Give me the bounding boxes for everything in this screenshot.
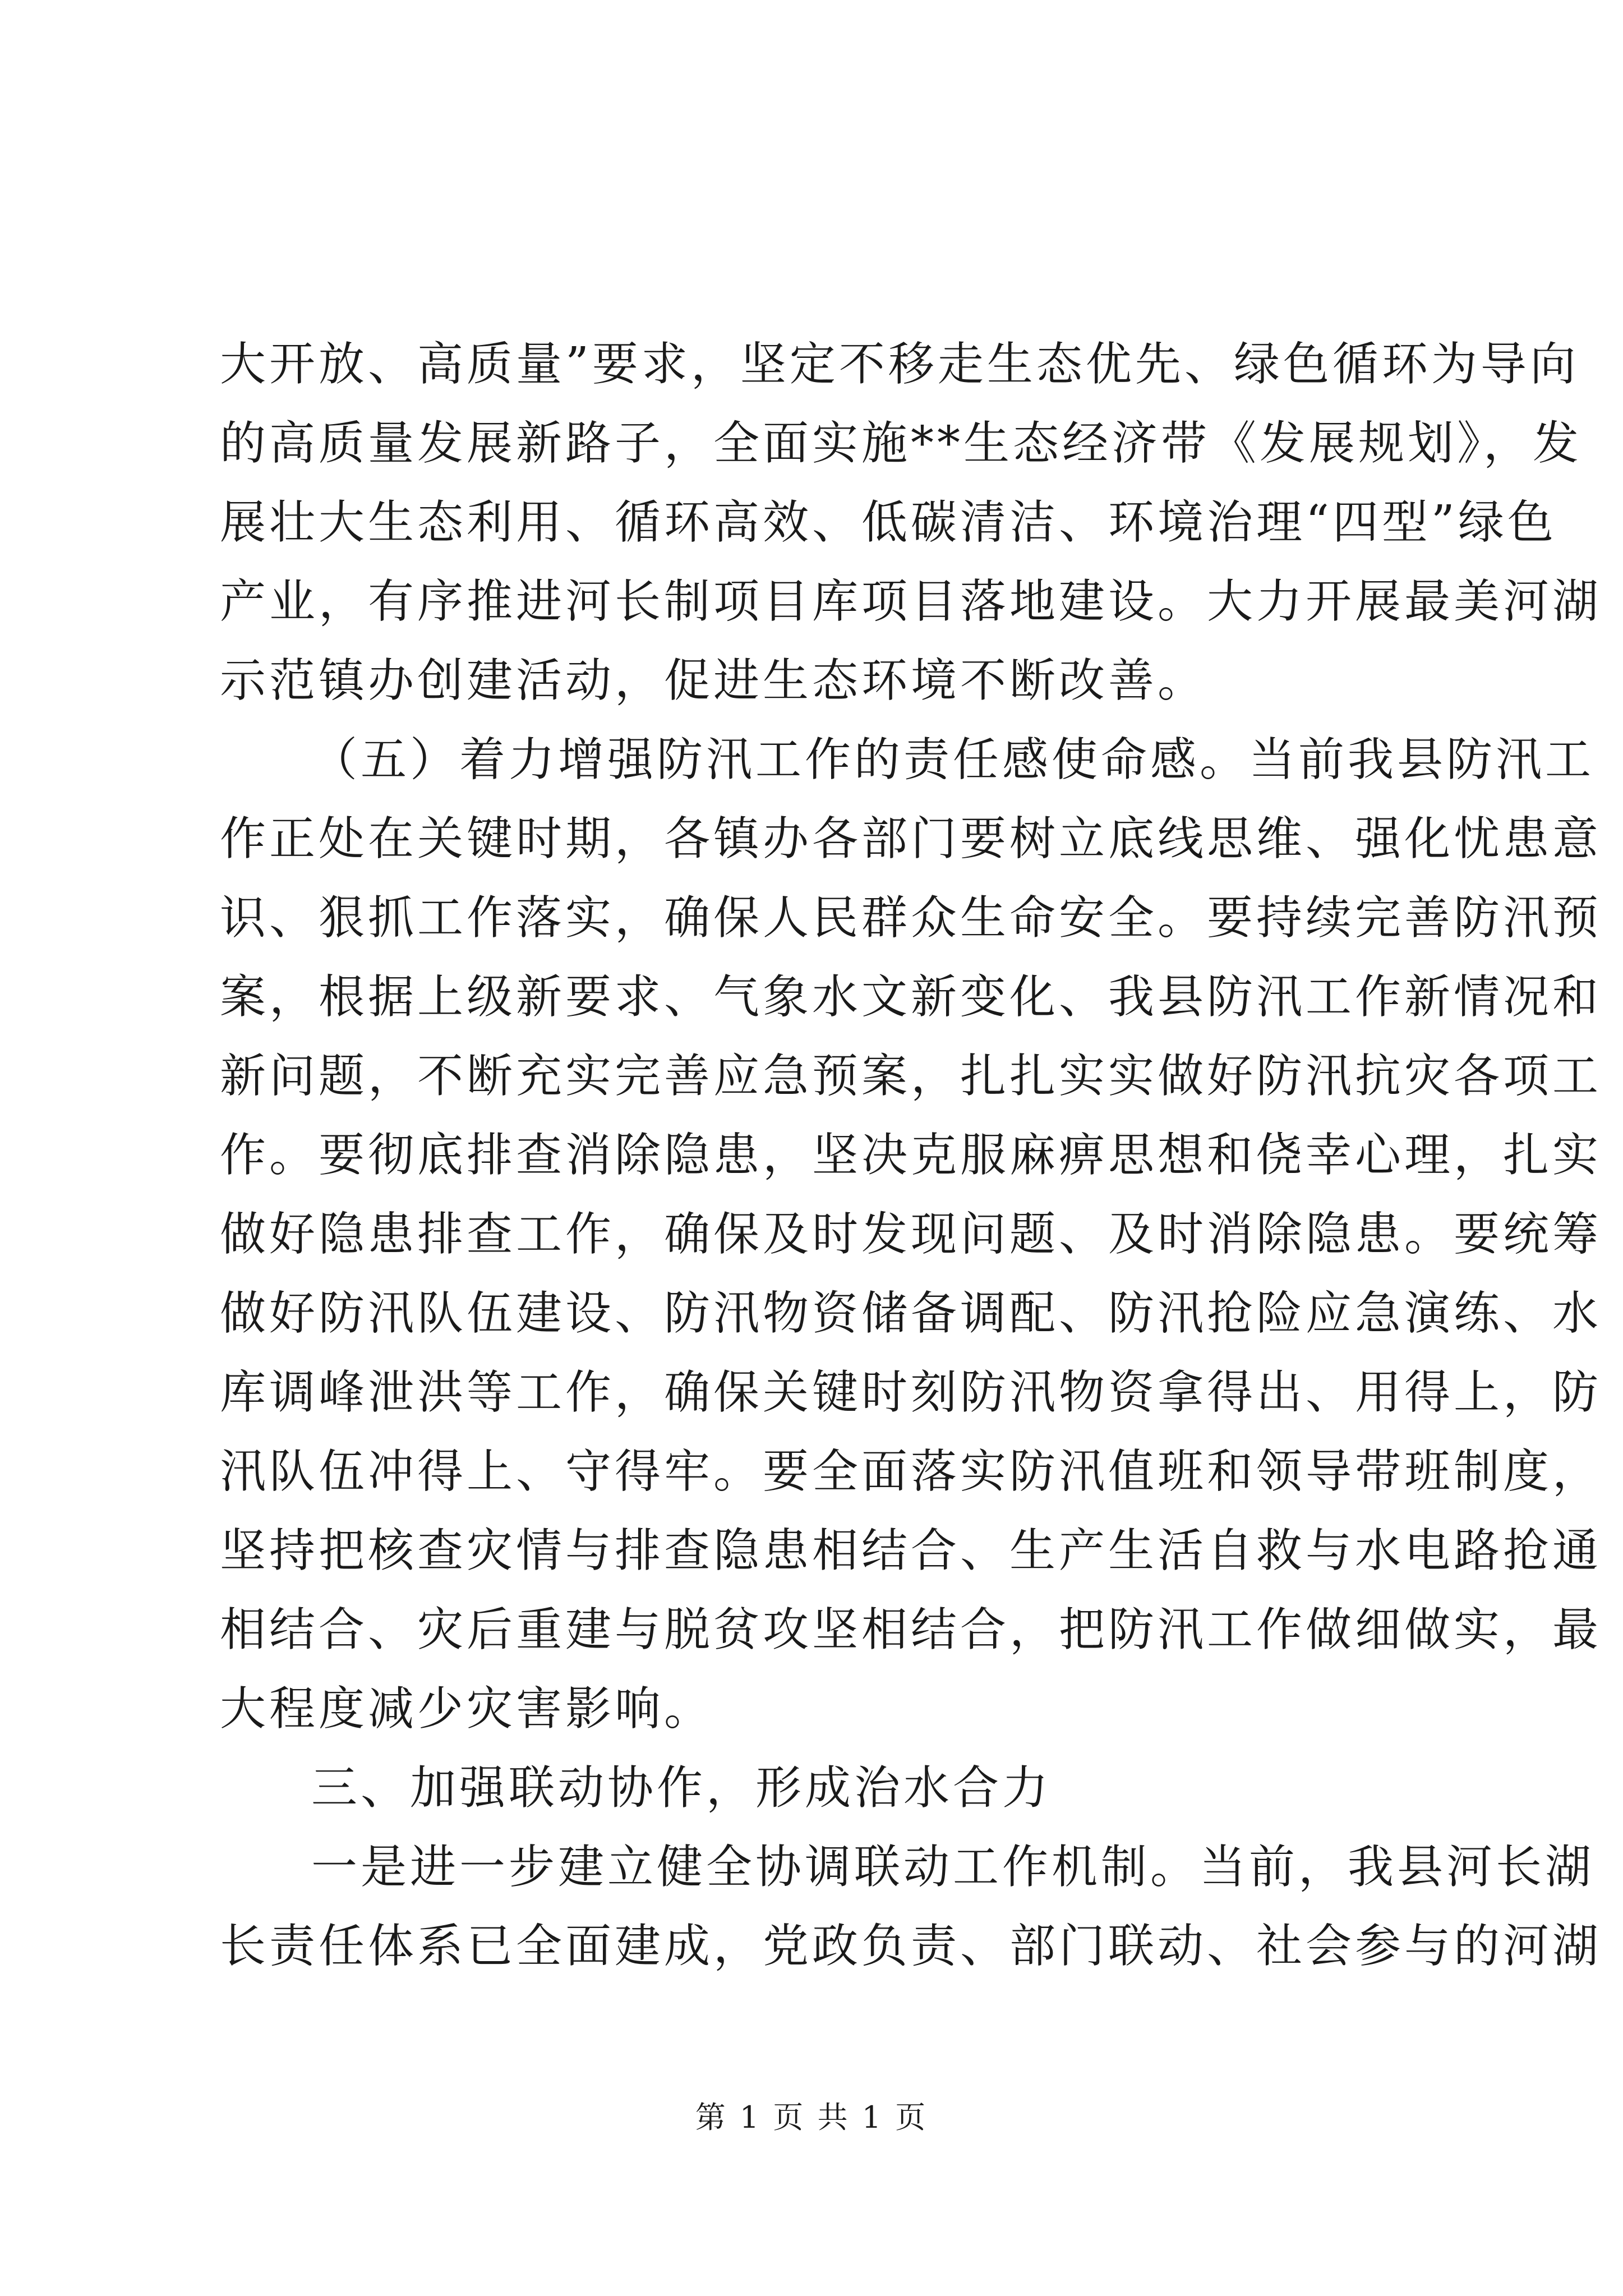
paragraph-heading: （五）着力增强防汛工作的责任感使命感。当前我县防汛工 <box>311 733 1595 786</box>
text-line: 案，根据上级新要求、气象水文新变化、我县防汛工作新情况和 <box>220 970 1602 1024</box>
text-line: 作正处在关键时期，各镇办各部门要树立底线思维、强化忧患意 <box>220 812 1602 866</box>
text-line: 长责任体系已全面建成，党政负责、部门联动、社会参与的河湖 <box>220 1920 1602 1973</box>
section-heading: 三、加强联动协作，形成治水合力 <box>311 1761 1052 1815</box>
text-line: 新问题，不断充实完善应急预案，扎扎实实做好防汛抗灾各项工 <box>220 1050 1602 1103</box>
text-line: 识、狠抓工作落实，确保人民群众生命安全。要持续完善防汛预 <box>220 891 1602 945</box>
text-line: 做好防汛队伍建设、防汛物资储备调配、防汛抢险应急演练、水 <box>220 1287 1602 1340</box>
text-line: 大程度减少灾害影响。 <box>220 1682 714 1736</box>
text-line: 库调峰泄洪等工作，确保关键时刻防汛物资拿得出、用得上，防 <box>220 1366 1602 1419</box>
text-line: 产业，有序推进河长制项目库项目落地建设。大力开展最美河湖 <box>220 575 1602 628</box>
page-number-footer: 第 1 页 共 1 页 <box>695 2100 928 2135</box>
paragraph-start: 一是进一步建立健全协调联动工作机制。当前，我县河长湖 <box>311 1841 1595 1894</box>
text-line: 大开放、高质量”要求，坚定不移走生态优先、绿色循环为导向 <box>220 338 1579 391</box>
text-line: 汛队伍冲得上、守得牢。要全面落实防汛值班和领导带班制度， <box>220 1445 1602 1498</box>
text-line: 相结合、灾后重建与脱贫攻坚相结合，把防汛工作做细做实，最 <box>220 1603 1602 1657</box>
text-line: 作。要彻底排查消除隐患，坚决克服麻痹思想和侥幸心理，扎实 <box>220 1129 1602 1182</box>
text-line: 做好隐患排查工作，确保及时发现问题、及时消除隐患。要统筹 <box>220 1208 1602 1261</box>
text-line: 的高质量发展新路子，全面实施**生态经济带《发展规划》，发 <box>220 417 1583 470</box>
text-line: 坚持把核查灾情与排查隐患相结合、生产生活自救与水电路抢通 <box>220 1524 1602 1577</box>
text-line: 示范镇办创建活动，促进生态环境不断改善。 <box>220 654 1207 707</box>
text-line: 展壮大生态利用、循环高效、低碳清洁、环境治理“四型”绿色 <box>220 496 1557 549</box>
